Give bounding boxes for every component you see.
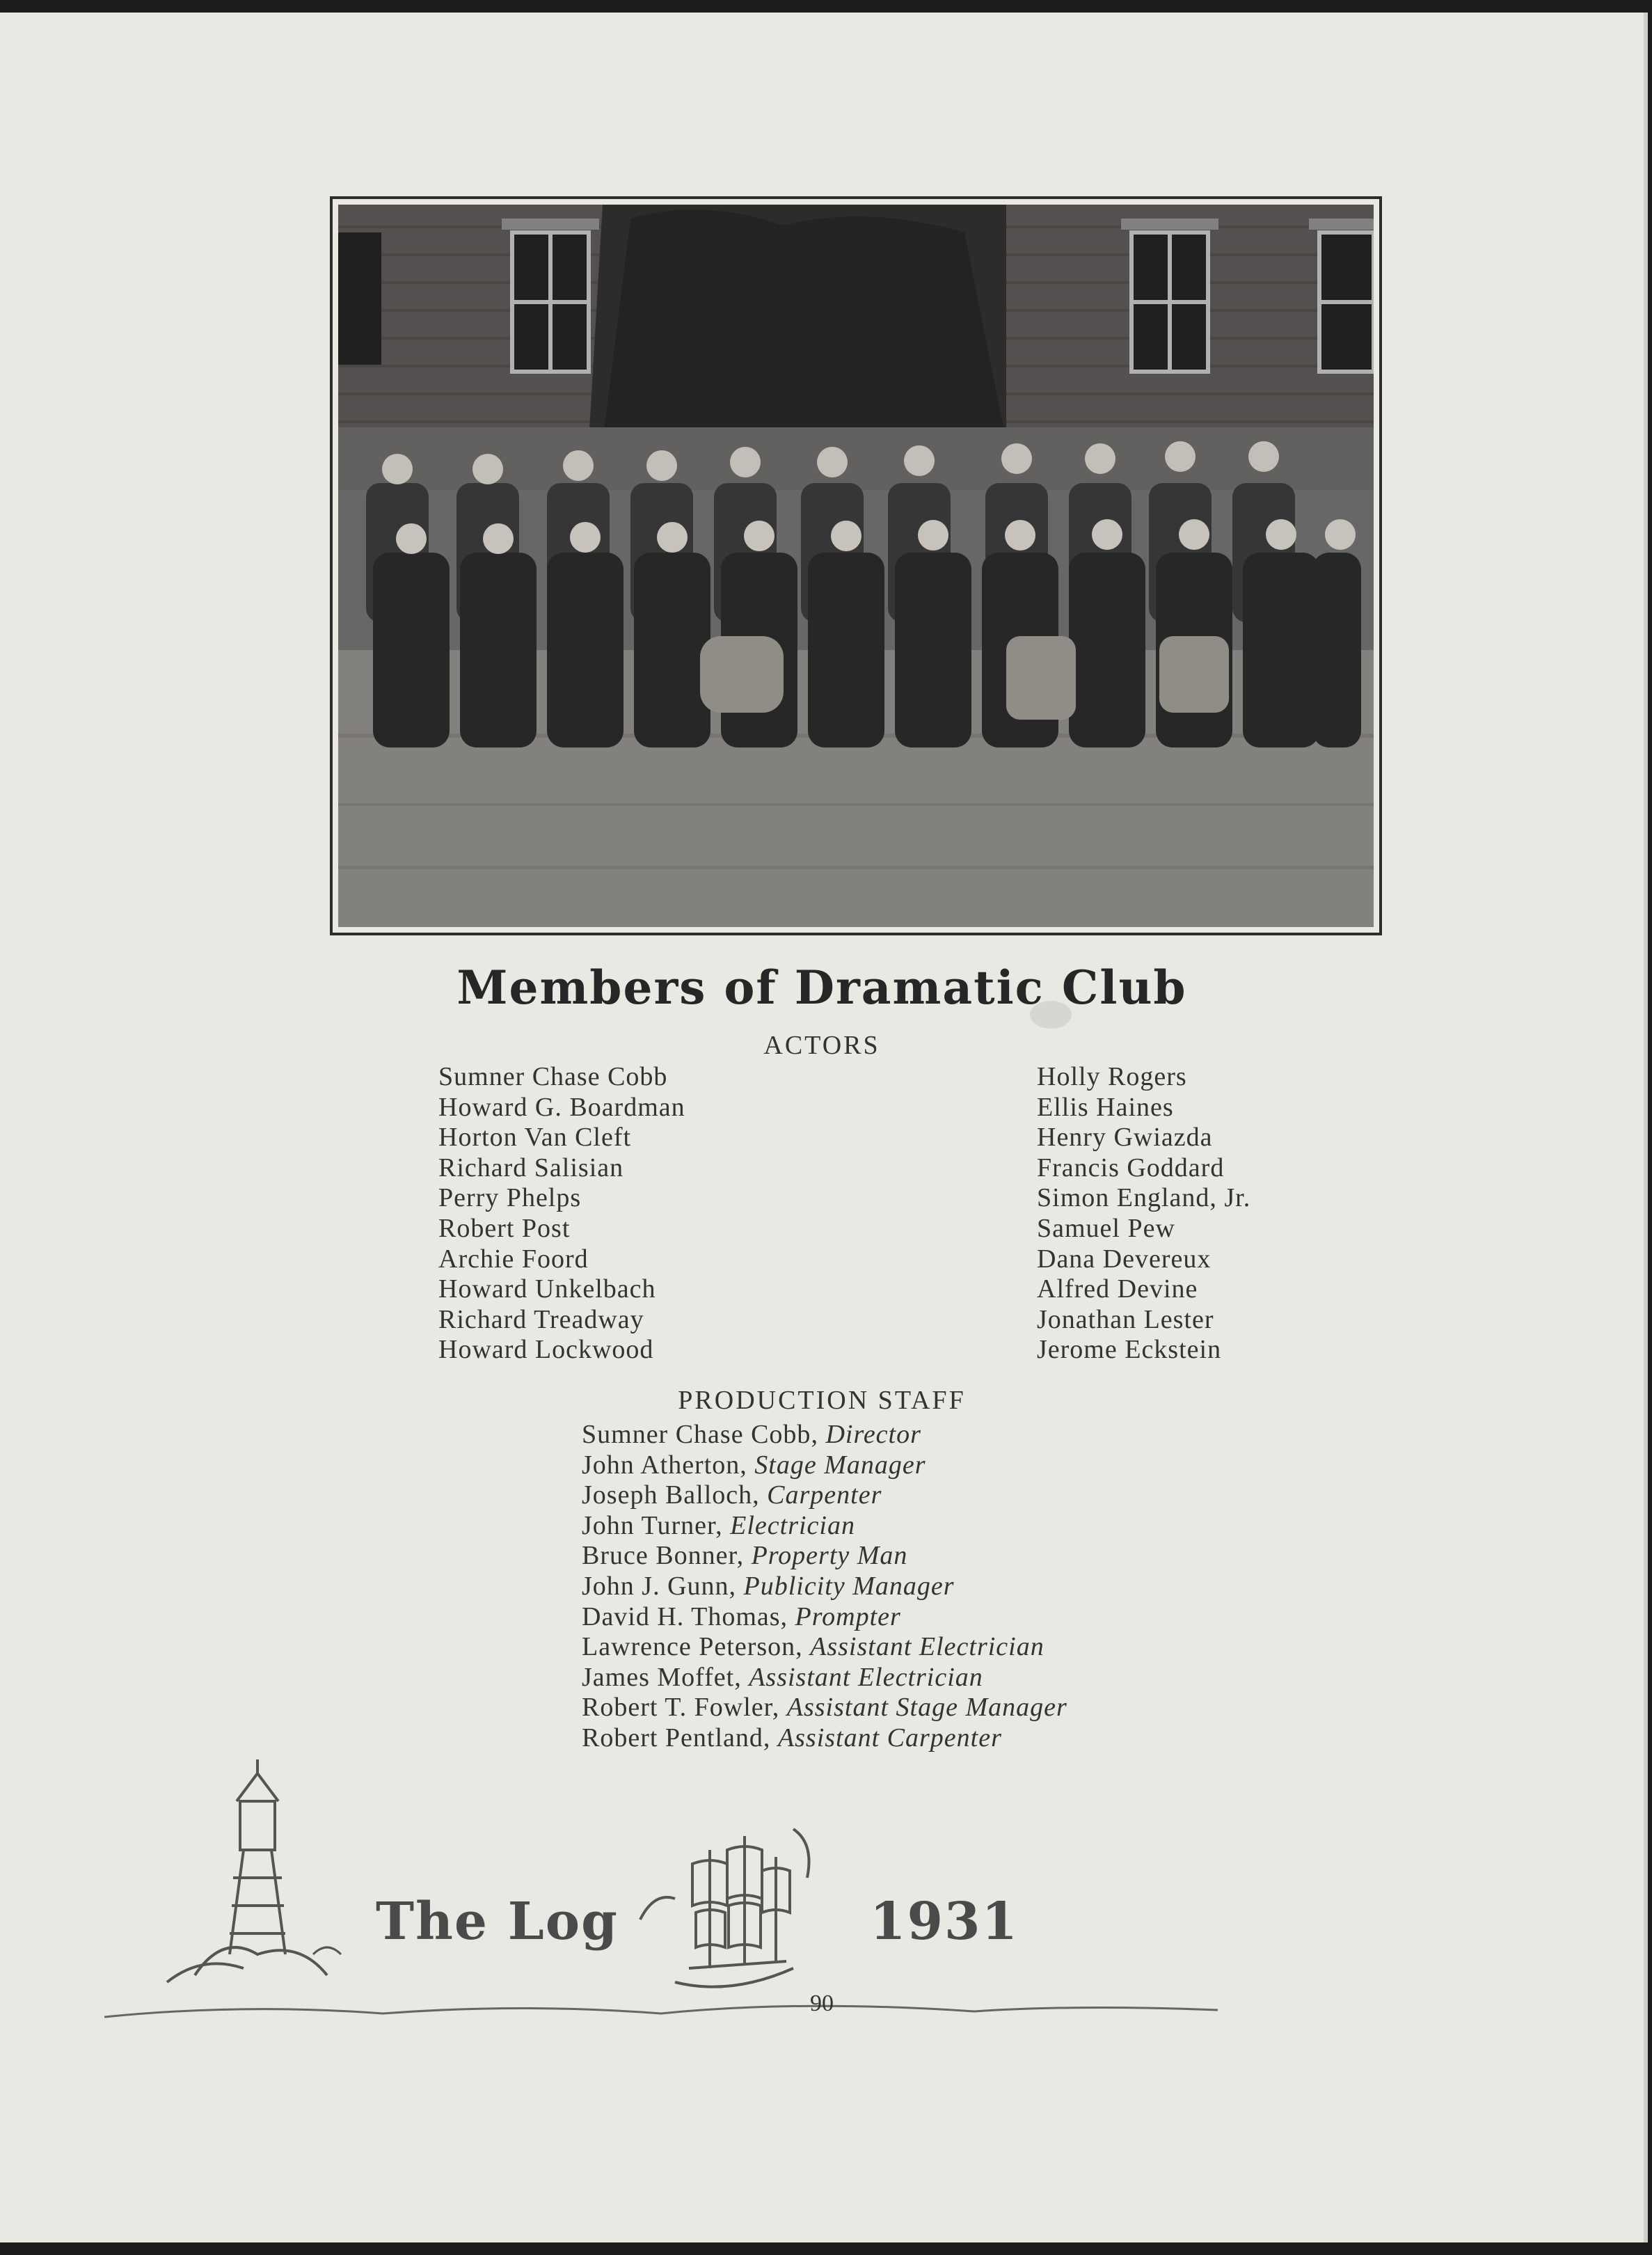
staff-role: Director	[825, 1420, 921, 1449]
staff-entry: Sumner Chase Cobb, Director	[582, 1420, 921, 1449]
staff-name: Joseph Balloch	[582, 1480, 753, 1510]
group-photo-frame	[330, 196, 1382, 935]
staff-name: Lawrence Peterson	[582, 1632, 796, 1662]
staff-name: Robert Pentland	[582, 1723, 763, 1752]
staff-name: John Atherton	[582, 1450, 740, 1480]
actor-name: Dana Devereux	[1037, 1244, 1212, 1274]
actor-name: Horton Van Cleft	[438, 1123, 632, 1153]
staff-entry: Lawrence Peterson, Assistant Electrician	[582, 1632, 1045, 1662]
staff-entry: Robert Pentland, Assistant Carpenter	[582, 1723, 1002, 1752]
group-photo-illustration	[338, 205, 1374, 927]
actor-name: Richard Treadway	[438, 1304, 644, 1334]
group-photo	[338, 205, 1374, 927]
actor-name: Ellis Haines	[1037, 1092, 1174, 1122]
actor-name: Richard Salisian	[438, 1153, 624, 1182]
staff-entry: John J. Gunn, Publicity Manager	[582, 1571, 955, 1601]
staff-role: Property Man	[751, 1541, 908, 1571]
actor-name: Henry Gwiazda	[1037, 1123, 1213, 1153]
footer-illustration	[104, 1746, 1218, 2024]
actor-name: Howard Lockwood	[438, 1335, 654, 1365]
page-number: 90	[810, 1991, 834, 2016]
lighthouse-icon	[167, 1759, 327, 1982]
staff-name: David H. Thomas	[582, 1601, 781, 1631]
actor-name: Perry Phelps	[438, 1183, 582, 1213]
staff-role: Assistant Electrician	[749, 1662, 983, 1692]
staff-role: Carpenter	[767, 1480, 882, 1510]
actors-right-column	[1037, 1062, 1250, 1366]
staff-name: John J. Gunn	[582, 1571, 729, 1601]
staff-entry: John Turner, Electrician	[582, 1510, 855, 1540]
production-staff-heading: PRODUCTION STAFF	[678, 1386, 966, 1415]
yearbook-page	[0, 13, 1648, 2242]
lighthouse-ship-drawing	[104, 1746, 1218, 2024]
ship-icon	[640, 1829, 809, 1987]
actor-name: Archie Foord	[438, 1244, 589, 1274]
actors-left-column	[438, 1062, 685, 1366]
actor-name: Jerome Eckstein	[1037, 1335, 1222, 1365]
staff-name: Sumner Chase Cobb	[582, 1420, 811, 1449]
actor-name: Simon England, Jr.	[1037, 1183, 1251, 1213]
actor-name: Robert Post	[438, 1213, 571, 1243]
staff-name: Bruce Bonner	[582, 1541, 737, 1571]
staff-role: Electrician	[730, 1510, 855, 1540]
staff-role: Assistant Stage Manager	[786, 1693, 1067, 1723]
production-staff-list	[582, 1420, 1067, 1754]
footer-logo-the-log: The Log	[376, 1892, 619, 1952]
staff-entry: Joseph Balloch, Carpenter	[582, 1480, 882, 1510]
footer-logo-year: 1931	[870, 1892, 1019, 1952]
actor-name: Jonathan Lester	[1037, 1304, 1214, 1334]
staff-entry: Bruce Bonner, Property Man	[582, 1541, 908, 1571]
actor-name: Francis Goddard	[1037, 1153, 1225, 1182]
staff-name: Robert T. Fowler	[582, 1693, 772, 1723]
staff-role: Stage Manager	[754, 1450, 926, 1480]
actor-name: Sumner Chase Cobb	[438, 1062, 668, 1091]
staff-name: John Turner	[582, 1510, 716, 1540]
staff-role: Assistant Electrician	[810, 1632, 1045, 1662]
staff-role: Assistant Carpenter	[777, 1723, 1002, 1752]
staff-entry: James Moffet, Assistant Electrician	[582, 1662, 983, 1692]
actors-heading: ACTORS	[763, 1031, 880, 1060]
actor-name: Holly Rogers	[1037, 1062, 1187, 1091]
page-title: Members of Dramatic Club	[456, 960, 1187, 1015]
staff-entry: John Atherton, Stage Manager	[582, 1450, 926, 1480]
actor-name: Howard G. Boardman	[438, 1092, 685, 1122]
staff-entry: David H. Thomas, Prompter	[582, 1601, 901, 1631]
actor-name: Howard Unkelbach	[438, 1274, 656, 1304]
staff-name: James Moffet	[582, 1662, 735, 1692]
staff-role: Publicity Manager	[743, 1571, 955, 1601]
staff-role: Prompter	[795, 1601, 901, 1631]
actor-name: Samuel Pew	[1037, 1213, 1175, 1243]
actor-name: Alfred Devine	[1037, 1274, 1198, 1304]
staff-entry: Robert T. Fowler, Assistant Stage Manager	[582, 1693, 1067, 1723]
